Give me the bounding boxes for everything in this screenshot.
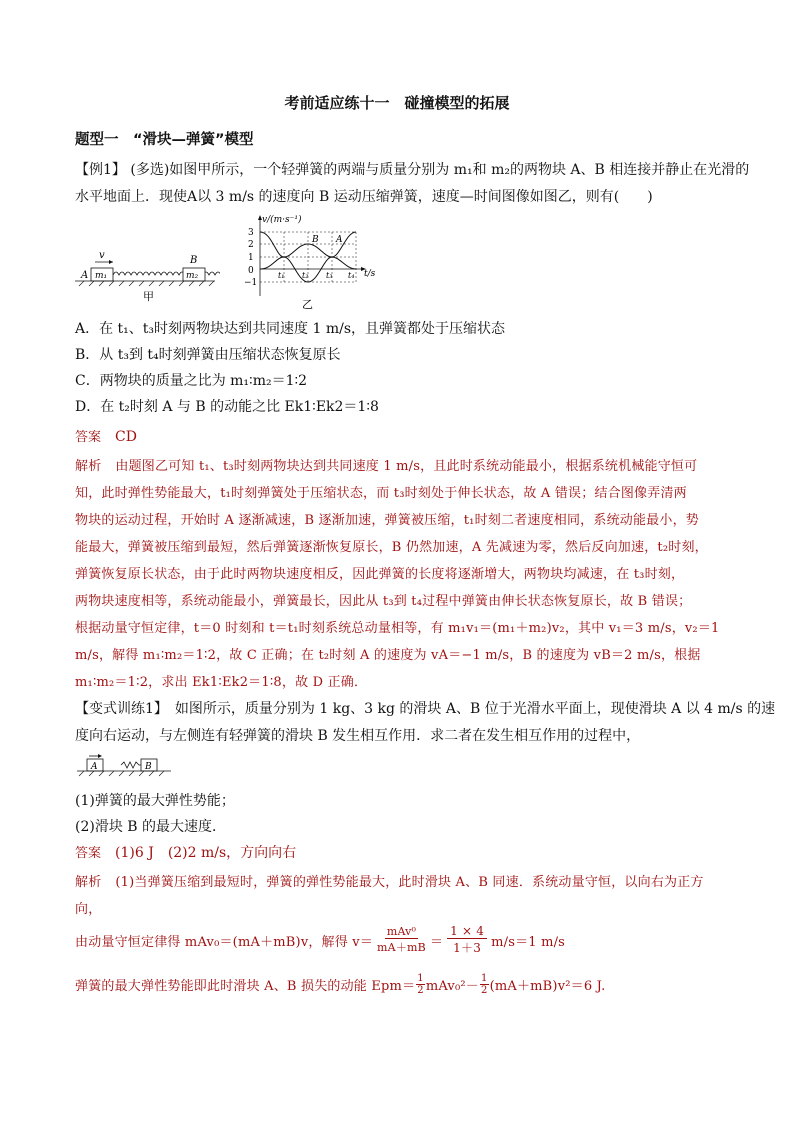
fraction-velocity-numeric: 1 × 4 1＋3 [447, 924, 487, 956]
answer-value: CD [115, 429, 137, 445]
solution-line5: 弹簧恢复原长状态，由于此时两物块速度相反，因此弹簧的长度将逐渐增大，两物块均减速，在 t₃时刻， [75, 567, 685, 582]
section-heading: 题型一 “滑块—弹簧”模型 [75, 132, 254, 148]
example1-line2: 水平地面上．现使A以 3 m/s 的速度向 B 运动压缩弹簧，速度—时间图像如图乙，则有( ) [75, 189, 653, 205]
variant-solution-label: 解析 [75, 875, 102, 890]
fig-jia-v-label: v [99, 250, 105, 261]
variant1-q2: (2)滑块 B 的最大速度． [75, 819, 227, 835]
block-a-label: A [91, 762, 98, 772]
option-c: C．两物块的质量之比为 m₁∶m₂＝1∶2 [75, 373, 308, 389]
variant1-q1: (1)弹簧的最大弹性势能； [75, 793, 235, 809]
ground-hatching [79, 281, 214, 286]
solution-label: 解析 [75, 459, 102, 474]
answer-label: 答案 [75, 430, 102, 445]
variant1-line2: 度向右运动，与左侧连有轻弹簧的滑块 B 发生相互作用．求二者在发生相互作用的过程中， [75, 728, 641, 744]
figure-jia [75, 248, 220, 306]
y-tick-2: 2 [248, 240, 254, 250]
solution-line9: m₁∶m₂＝1∶2，求出 Ek1∶Ek2＝1∶8，故 D 正确． [75, 675, 368, 690]
x-tick-t3: t₃ [326, 271, 333, 280]
fig-jia-m1-label: m₁ [95, 271, 108, 281]
fig-jia-m2-label: m₂ [186, 271, 199, 281]
y-tick-0: 0 [248, 266, 254, 276]
example1-answer [75, 426, 137, 445]
solution-line6: 两物块速度相等，系统动能最小，弹簧最长，因此从 t₃到 t₄过程中弹簧由伸长状态恢复原长，故 B 错误； [75, 594, 692, 609]
fraction-velocity-symbolic: mAv⁰ mA＋mB [377, 925, 426, 954]
variant-solution-line2: 向， [75, 902, 102, 917]
fig-jia-b-label: B [190, 255, 198, 266]
curve-b-label: B [312, 235, 319, 245]
y-axis-label: v/(m·s⁻¹) [262, 215, 302, 225]
fig-yi-caption: 乙 [302, 298, 313, 311]
option-d: D．在 t₂时刻 A 与 B 的动能之比 Ek1∶Ek2＝1∶8 [75, 399, 379, 415]
solution-line1: 解析 由题图乙可知 t₁、t₃时刻两物块达到共同速度 1 m/s，且此时系统动能最小，根据系统机械能守恒可 [75, 459, 698, 474]
option-b: B．从 t₃到 t₄时刻弹簧由压缩状态恢复原长 [75, 347, 341, 363]
example1-line1: 【例1】 (多选)如图甲所示，一个轻弹簧的两端与质量分别为 m₁和 m₂的两物块 A、B 相连接并静止在光滑的 [75, 162, 750, 178]
fraction-half-1: 1 2 [417, 972, 424, 996]
solution-line7: 根据动量守恒定律，t＝0 时刻和 t＝t₁时刻系统总动量相等，有 m₁v₁＝(m₁＋m₂)v₂，其中 v₁＝3 m/s，v₂＝1 [75, 621, 720, 636]
y-tick-1: 1 [248, 253, 254, 263]
variant1-line1: 【变式训练1】 如图所示，质量分别为 1 kg、3 kg 的滑块 A、B 位于光滑水平面上，现使滑块 A 以 4 m/s 的速 [75, 701, 776, 717]
variant-solution-line3: 由动量守恒定律得 mAv₀＝(mA＋mB)v，解得 v＝ mAv⁰ mA＋mB ＝ 1 × 4 1＋3 m/s＝1 m/s [75, 924, 566, 955]
variant-spring [121, 762, 141, 768]
x-tick-t4: t₄ [348, 271, 355, 280]
solution-line8: m/s，解得 m₁∶m₂＝1∶2，故 C 正确；在 t₂时刻 A 的速度为 vA＝−1 m/s，B 的速度为 vB＝2 m/s，根据 [75, 648, 701, 663]
block-b-label: B [145, 762, 152, 772]
solution-line4: 能最大，弹簧被压缩到最短，然后弹簧逐渐恢复原长，B 仍然加速，A 先减速为零，然后反向加速，t₂时刻， [75, 540, 708, 555]
figure-variant1 [75, 752, 175, 782]
option-a: A．在 t₁、t₃时刻两物块达到共同速度 1 m/s，且弹簧都处于压缩状态 [75, 321, 506, 337]
page-title: 考前适应练十一 碰撞模型的拓展 [284, 94, 510, 112]
y-tick-3: 3 [248, 228, 254, 238]
x-tick-t1: t₁ [278, 271, 285, 280]
curve-a-label: A [336, 235, 343, 245]
variant-solution-line1: 解析 (1)当弹簧压缩到最短时，弹簧的弹性势能最大，此时滑块 A、B 同速．系统动量守恒，以向右为正方 [75, 875, 704, 890]
variant-answer-label: 答案 [75, 846, 102, 861]
variant-answer-value: (1)6 J (2)2 m/s，方向向右 [115, 845, 297, 861]
solution-line3: 物块的运动过程，开始时 A 逐渐减速，B 逐渐加速，弹簧被压缩，t₁时刻二者速度相同，系统动能最小，势 [75, 513, 699, 528]
fig-jia-a-label: A [81, 270, 89, 281]
x-axis-label: t/s [364, 269, 376, 279]
velocity-arrowhead [109, 260, 113, 264]
variant-arrowhead [98, 754, 102, 758]
variant1-answer [75, 842, 296, 862]
x-tick-t2: t₂ [302, 271, 309, 280]
fig-jia-caption: 甲 [143, 290, 154, 303]
fraction-half-2: 1 2 [481, 972, 488, 996]
solution-line2: 知，此时弹性势能最大，t₁时刻弹簧处于压缩状态，而 t₃时刻处于伸长状态，故 A 错误；结合图像弄清两 [75, 486, 687, 501]
figure-yi [240, 212, 380, 312]
variant-solution-line4: 弹簧的最大弹性势能即此时滑块 A、B 损失的动能 Epm＝ 1 2 mAv₀²－ 1 2 (mA＋mB)v²＝6 J. [75, 972, 606, 996]
y-tick-neg1: −1 [244, 278, 258, 288]
